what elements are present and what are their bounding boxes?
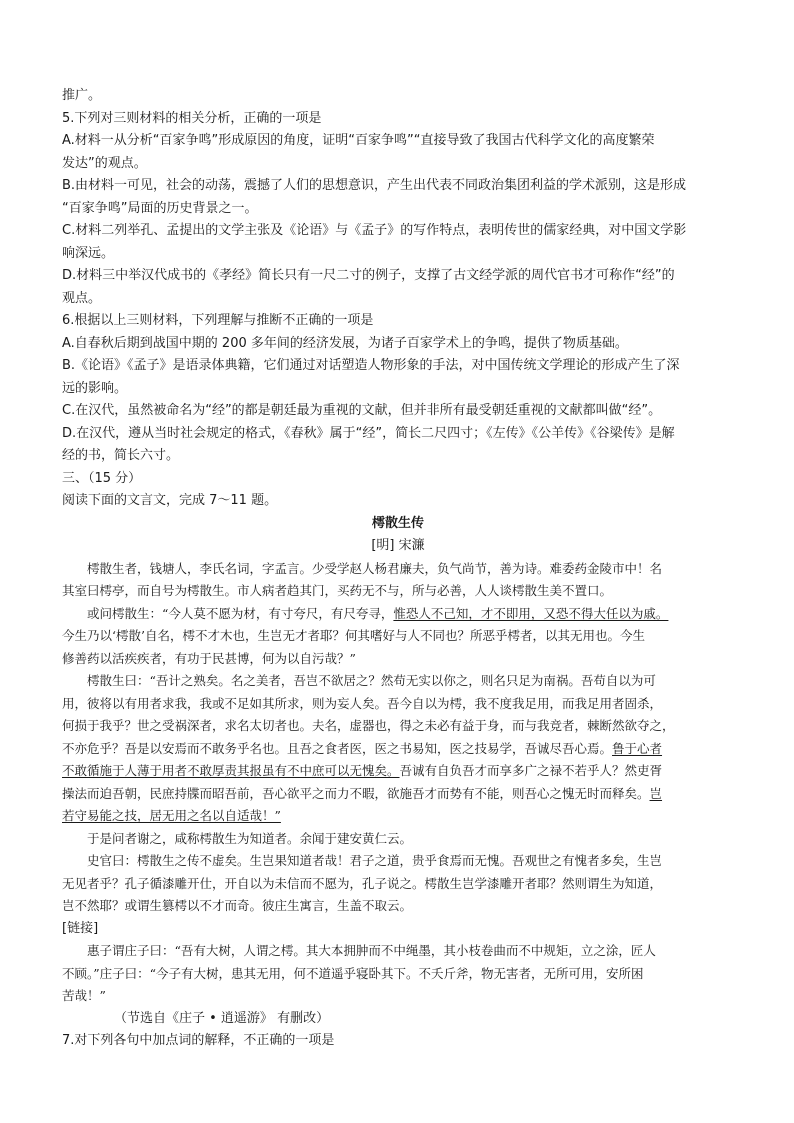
option-d: D.材料三中举汉代成书的《孝经》简长只有一尺二寸的例子，支撑了古文经学派的周代官书才可称作“经”的	[62, 268, 675, 283]
passage-text: 不亦危乎？吾是以安焉而不敢务乎名也。且吾之食者医，医之书易知，医之技易学，吾诚尽吾心焉。	[62, 740, 613, 756]
passage-text: 或问樗散生：“今人莫不愿为材，有寸夸尺，有尺夸寻，	[87, 605, 394, 621]
passage-line: 何损于我乎？世之受祸深者，求名太切者也。夫名，虚器也，得之未必有益于身，而与我竞者，棘断然欲夺之，	[62, 718, 675, 733]
passage-line: 樗散生者，钱塘人，李氏名词，字孟言。少受学赵人杨君廉夫，负气尚节，善为诗。难委药金陵市中！名	[87, 560, 663, 576]
passage-title: 樗散生传	[371, 515, 424, 531]
option-a-cont: 发达”的观点。	[62, 155, 147, 171]
question-stem: 6.根据以上三则材料，下列理解与推断不正确的一项是	[62, 313, 374, 328]
underlined-sentence: 岂	[649, 785, 663, 801]
passage-line	[62, 741, 734, 757]
link-line: 不顾。”庄子曰：“今子有大树，患其无用，何不道遥乎寝卧其下。不夭斤斧，物无害者，无所可用，安所困	[62, 965, 644, 981]
material-tail: 推广。	[62, 88, 102, 103]
passage-line	[62, 763, 734, 779]
underlined-sentence: 鲁于心者	[612, 740, 663, 756]
question-5	[62, 111, 734, 307]
option-a: A.自春秋后期到战国中期的 200 多年间的经济发展，为诸子百家学术上的争鸣，提供了物质基础。	[62, 335, 628, 351]
passage-line: 樗散生曰：“吾计之熟矣。名之美者，吾岂不欲居之？然苟无实以你之，则名只足为南祸。吾苟自以为可	[87, 673, 656, 688]
option-d-cont: 观点。	[62, 290, 102, 306]
passage-author: [明] 宋濂	[371, 538, 425, 553]
link-source: （节选自《庄子 • 逍遥游》 有删改）	[114, 1010, 330, 1026]
passage-line: 用，彼将以有用者求我，我或不足如其所求，则为妄人矣。吾今自以为樗，我不度我足用，而我足用者固杀，	[62, 695, 663, 711]
passage-line: 岂不然耶？或谓生篡樗以不才而奇。彼庄生寓言，生盖不取云。	[62, 898, 413, 913]
link-line: 惠子谓庄子曰：“吾有大树，人谓之樗。其大本拥肿而不中绳墨，其小枝卷曲而不中规矩，立之涂，匠人	[87, 943, 656, 958]
passage-text: 吾诚有自负吾才而享多广之禄不若乎人？然吏胥	[399, 763, 663, 778]
passage-line: 无见者乎？孔子循漆雕开仕，开自以为未信而不愿为，孔子说之。樗散生岂学漆雕开者耶？然则谓生为知道，	[62, 875, 663, 891]
option-a: A.材料一从分析“百家争鸣”形成原因的角度，证明“百家争鸣”“直接导致了我国古代科学文化的高度繁荣	[62, 133, 655, 148]
passage-line	[62, 786, 734, 802]
passage-text: 操法而迫吾朝，民庶持牒而昭吾前，吾心欲平之而力不暇，欲施吾才而势有不能，则吾心之愧无时而释矣。	[62, 785, 650, 801]
section-heading: 三、（15 分）	[62, 470, 142, 486]
section-instruction: 阅读下面的文言文，完成 7～11 题。	[62, 493, 278, 508]
passage-line: 于是问者谢之，咸称樗散生为知道者。余闻于建安黄仁云。	[87, 830, 413, 846]
option-d: D.在汉代，遵从当时社会规定的格式，《春秋》属于“经”，简长二尺四寸；《左传》《公羊传》《谷梁传》是解	[62, 425, 675, 441]
passage-line	[62, 808, 734, 824]
passage-line: 其室曰樗亭，而自号为樗散生。市人病者趋其门，买药无不与，所与必善，人人谈樗散生美不置口。	[62, 583, 613, 598]
link-section	[62, 921, 734, 1027]
passage-line: 今生乃以‘樗散’自名，樗不才木也，生岂无才者耶？何其嗜好与人不同也？所恶乎樗者，以其无用也。今生	[62, 628, 645, 643]
underlined-sentence: 不敢循施于人薄于用者不敢厚责其报虽有不中庶可以无愧矣。	[62, 763, 400, 778]
passage-line	[62, 606, 734, 622]
link-line: 苦哉！”	[62, 988, 106, 1003]
option-d-cont: 经的书，简长六寸。	[62, 448, 180, 463]
option-c: C.材料二列举孔、孟提出的文学主张及《论语》与《孟子》的写作特点，表明传世的儒家经典，对中国文学影	[62, 223, 687, 238]
option-b-cont: “百家争鸣”局面的历史背景之一。	[62, 200, 258, 216]
question-stem: 5.下列对三则材料的相关分析，正确的一项是	[62, 110, 322, 126]
underlined-sentence: 惟恐人不己知，才不即用，又恐不得大任以为戚。	[393, 605, 669, 621]
option-c: C.在汉代，虽然被命名为“经”的都是朝廷最为重视的文献，但并非所有最受朝廷重视的文献都叫做“经”。	[62, 403, 662, 418]
option-c-cont: 响深远。	[62, 245, 115, 261]
classical-passage	[62, 561, 734, 915]
passage-line: 修善药以活疾疾者，有功于民甚博，何为以自污哉？”	[62, 650, 356, 666]
question-6	[62, 313, 734, 464]
option-b-cont: 远的影响。	[62, 380, 128, 396]
link-label: [链接]	[62, 920, 99, 936]
underlined-sentence: 若守易能之技，居无用之名以自适哉！”	[62, 808, 281, 823]
option-b: B.由材料一可见，社会的动荡，震撼了人们的思想意识，产生出代表不同政治集团利益的学术派别，这是形成	[62, 178, 687, 193]
passage-line: 史官曰：樗散生之传不虚矣。生岂果知道者哉！君子之道，贵乎食焉而无愧。吾观世之有愧者多矣，生岂	[87, 853, 663, 868]
exam-page	[62, 88, 734, 1056]
option-b: B.《论语》《孟子》是语录体典籍，它们通过对话塑造人物形象的手法，对中国传统文学理论的形成产生了深	[62, 358, 680, 373]
question-7-stem: 7.对下列各句中加点词的解释，不正确的一项是	[62, 1033, 335, 1048]
